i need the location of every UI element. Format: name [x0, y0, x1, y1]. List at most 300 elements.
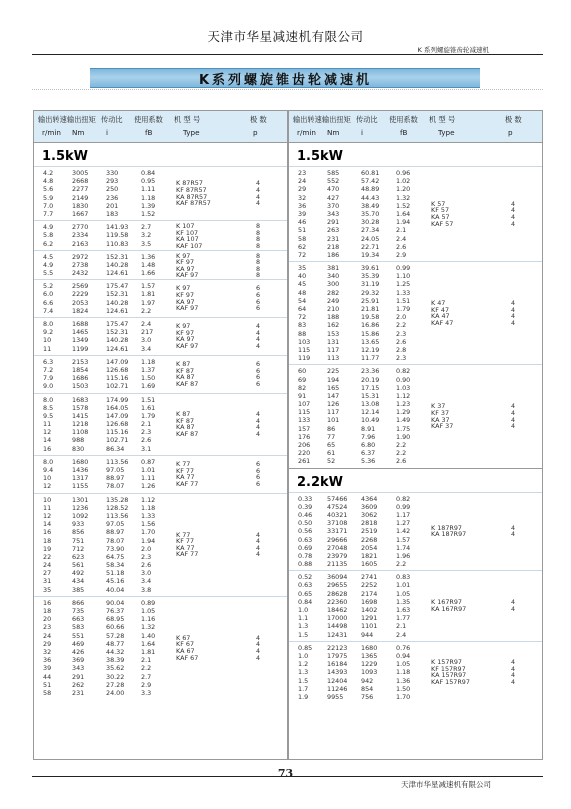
power-label: 2.2kW: [297, 474, 344, 490]
table-row: [289, 346, 542, 354]
pole-count: 4: [256, 322, 261, 331]
table-cell: 78.07: [106, 482, 125, 491]
table-cell: 1.01: [141, 466, 156, 474]
header-rule: [32, 54, 543, 55]
table-cell: 2770: [72, 223, 89, 232]
table-cell: 2.3: [396, 354, 407, 363]
table-cell: 6.6: [43, 298, 54, 307]
table-cell: 751: [72, 536, 85, 545]
table-cell: 1605: [361, 560, 378, 569]
model-type: KAF 97: [176, 341, 199, 350]
table-cell: 86: [327, 424, 336, 433]
header-cell: 机 型 号: [429, 115, 456, 124]
table-cell: 11246: [327, 684, 348, 693]
model-type: KAF 77: [176, 479, 199, 488]
table-cell: 9.0: [43, 382, 54, 391]
table-cell: 12: [43, 511, 52, 520]
table-cell: 1.63: [396, 606, 411, 614]
table-row: [34, 177, 287, 188]
table-cell: 102.71: [106, 436, 129, 445]
table-row: [34, 504, 287, 512]
table-cell: 261: [298, 457, 311, 466]
table-cell: 7.9: [43, 374, 54, 383]
table-row: [289, 338, 542, 346]
table-row: [34, 416, 287, 429]
table-cell: 126.68: [106, 365, 129, 374]
table-cell: 0.50: [298, 519, 313, 528]
table-cell: 194: [327, 375, 340, 384]
table-cell: 36: [298, 201, 307, 210]
table-cell: 12431: [327, 630, 348, 639]
table-cell: 4.9: [43, 260, 54, 269]
table-cell: 36094: [327, 573, 348, 582]
table-row: [289, 210, 542, 218]
table-cell: 291: [72, 672, 85, 681]
table-row: [289, 416, 542, 424]
model-list: [176, 180, 211, 206]
table-row: [289, 433, 542, 441]
table-group: [34, 220, 287, 250]
model-list: [176, 635, 198, 661]
model-type: KF 97: [176, 291, 195, 300]
header-cell: 极 数: [505, 115, 522, 124]
pole-count: 4: [256, 416, 261, 425]
table-row: [34, 479, 287, 491]
table-row: [289, 400, 542, 411]
model-type: KF 77: [176, 537, 195, 546]
table-cell: 17.15: [361, 383, 380, 392]
table-group: [34, 166, 287, 220]
model-type: K 97: [176, 284, 191, 293]
table-cell: 101: [327, 416, 340, 425]
header-cell: Nm: [72, 128, 85, 137]
pole-count: 8: [256, 251, 261, 260]
table-cell: 218: [327, 242, 340, 251]
table-cell: 3.4: [141, 344, 152, 353]
table-cell: 231: [72, 688, 85, 697]
table-cell: 1.96: [396, 551, 411, 560]
header-cell: fB: [145, 128, 153, 137]
table-cell: 60: [298, 367, 307, 376]
table-cell: 0.82: [396, 367, 411, 376]
power-label: 1.5kW: [42, 149, 89, 164]
header-cell: 传动比: [356, 115, 378, 124]
table-cell: 942: [361, 676, 374, 685]
table-row: [34, 545, 287, 553]
table-cell: 1.10: [396, 272, 411, 281]
pole-list: [256, 223, 260, 249]
model-list: [431, 659, 470, 685]
header-cell: r/min: [297, 128, 316, 137]
footer-rule: [32, 776, 543, 777]
table-cell: 45.16: [106, 577, 125, 586]
table-cell: 2.4: [396, 630, 407, 639]
table-cell: 21135: [327, 560, 348, 569]
table-cell: 856: [72, 528, 85, 537]
table-cell: 3005: [72, 169, 89, 177]
table-group: [34, 250, 287, 280]
pole-count: 4: [256, 335, 261, 344]
model-type: K 157R97: [431, 658, 462, 667]
model-type: K 77: [176, 530, 191, 539]
model-type: K 107: [176, 222, 195, 231]
table-cell: 40.04: [106, 585, 125, 594]
table-cell: 18: [43, 607, 52, 615]
table-cell: 126.68: [106, 420, 129, 429]
table-cell: 19: [43, 544, 52, 553]
table-cell: 1291: [361, 614, 378, 623]
model-list: [431, 403, 453, 429]
table-cell: 2.1: [141, 656, 152, 665]
table-row: [34, 466, 287, 474]
table-cell: 10: [43, 495, 52, 504]
table-cell: 91: [298, 391, 307, 400]
table-row: [289, 305, 542, 313]
table-row: [34, 577, 287, 585]
pole-count: 4: [256, 429, 261, 438]
pole-count: 4: [511, 219, 516, 228]
pole-list: [256, 635, 260, 661]
header-cell: fB: [400, 128, 408, 137]
pole-count: 4: [511, 422, 516, 431]
table-cell: 126: [327, 400, 340, 409]
table-cell: 29: [298, 185, 307, 194]
table-cell: 16: [43, 598, 52, 607]
pole-count: 4: [256, 647, 261, 655]
table-cell: 76.37: [106, 607, 125, 615]
model-type: KA 77: [176, 543, 195, 552]
table-cell: 1578: [72, 403, 89, 412]
pole-list: [256, 285, 260, 311]
table-row: [289, 194, 542, 202]
table-cell: 1.74: [396, 543, 411, 552]
table-cell: 1.75: [396, 424, 411, 433]
table-cell: 115: [298, 345, 311, 354]
table-cell: 1680: [72, 457, 89, 466]
table-cell: 1.66: [141, 269, 156, 278]
table-cell: 2053: [72, 298, 89, 307]
table-cell: 1.57: [396, 535, 411, 544]
table-row: [289, 422, 542, 433]
pole-count: 4: [256, 423, 261, 432]
table-cell: 262: [72, 680, 85, 689]
table-cell: 24: [43, 631, 52, 640]
table-cell: 369: [72, 656, 85, 665]
table-cell: 830: [72, 444, 85, 453]
table-cell: 119.58: [106, 231, 129, 240]
table-row: [34, 623, 287, 631]
table-row: [34, 528, 287, 536]
table-cell: 0.84: [298, 597, 313, 606]
table-row: [34, 396, 287, 404]
table-cell: 8.0: [43, 320, 54, 328]
table-row: [34, 258, 287, 269]
table-cell: 1.57: [141, 282, 156, 291]
dotted-divider: [32, 89, 543, 90]
table-cell: 64: [298, 305, 307, 313]
table-row: [34, 282, 287, 293]
table-cell: 249: [327, 296, 340, 305]
table-cell: 282: [327, 288, 340, 297]
table-cell: 141.93: [106, 223, 129, 232]
table-cell: 3.0: [141, 569, 152, 578]
pole-count: 4: [511, 213, 516, 222]
table-cell: 944: [361, 630, 374, 639]
table-cell: 343: [327, 209, 340, 218]
table-cell: 1093: [361, 668, 378, 677]
table-cell: 135.28: [106, 495, 129, 504]
table-cell: 52: [327, 457, 336, 466]
table-cell: 1.42: [396, 527, 411, 536]
table-row: [34, 436, 287, 444]
table-row: [34, 223, 287, 231]
table-cell: 1.49: [396, 416, 411, 425]
table-cell: 1101: [361, 622, 378, 631]
table-cell: 2.3: [396, 329, 407, 338]
table-cell: 2.7: [141, 672, 152, 681]
table-cell: 2.6: [396, 242, 407, 251]
table-cell: 78.07: [106, 536, 125, 545]
table-cell: 1.36: [396, 676, 411, 685]
model-type: KF 87: [176, 366, 195, 375]
model-type: KA 77: [176, 473, 195, 482]
table-cell: 28628: [327, 589, 348, 598]
table-cell: 38.49: [361, 201, 380, 210]
table-cell: 16: [43, 528, 52, 537]
table-cell: 157: [298, 424, 311, 433]
table-header: [34, 111, 287, 143]
table-cell: 57.28: [106, 631, 125, 640]
table-cell: 0.78: [298, 551, 313, 560]
table-cell: 0.95: [141, 177, 156, 186]
power-section: [34, 143, 287, 699]
table-cell: 152.31: [106, 290, 129, 299]
table-cell: 0.83: [396, 573, 411, 582]
table-cell: 46: [298, 218, 307, 227]
table-cell: 57.42: [361, 177, 380, 186]
table-cell: 0.82: [396, 494, 411, 503]
table-cell: 16184: [327, 660, 348, 669]
model-list: [176, 323, 198, 349]
model-type: K 47: [431, 299, 446, 308]
table-row: [34, 520, 287, 528]
table-group: [34, 317, 287, 355]
model-list: [176, 285, 198, 311]
table-cell: 2229: [72, 290, 89, 299]
table-cell: 0.94: [396, 651, 411, 660]
model-type: KA 187R97: [431, 530, 467, 539]
table-row: [289, 544, 542, 552]
table-cell: 7.96: [361, 432, 376, 441]
table-cell: 0.99: [396, 264, 411, 273]
table-cell: 854: [361, 684, 374, 693]
table-cell: 1.0: [298, 651, 309, 660]
table-cell: 117: [327, 345, 340, 354]
table-cell: 0.56: [298, 527, 313, 536]
table-group: [34, 393, 287, 455]
table-cell: 72: [298, 250, 307, 259]
table-cell: 1.2: [298, 660, 309, 669]
pole-count: 4: [256, 179, 261, 188]
table-cell: 11: [43, 420, 52, 429]
table-cell: 11: [43, 503, 52, 512]
pole-count: 4: [511, 318, 516, 327]
table-cell: 8.91: [361, 424, 376, 433]
pole-count: 4: [511, 206, 516, 215]
table-cell: 1.52: [141, 209, 156, 218]
table-row: [34, 240, 287, 248]
table-cell: 9.5: [43, 411, 54, 420]
table-cell: 0.39: [298, 502, 313, 511]
table-cell: 14498: [327, 622, 348, 631]
model-type: KAF 97: [176, 271, 199, 280]
table-cell: 110.83: [106, 239, 129, 248]
table-cell: 140.28: [106, 336, 129, 345]
table-cell: 12: [43, 482, 52, 491]
table-cell: 88: [298, 329, 307, 338]
table-cell: 2519: [361, 527, 378, 536]
table-cell: 1402: [361, 606, 378, 614]
table-cell: 0.96: [396, 169, 411, 177]
table-row: [34, 299, 287, 307]
table-cell: 117: [327, 408, 340, 417]
table-cell: 51: [298, 226, 307, 235]
table-cell: 54: [298, 296, 307, 305]
table-cell: 103: [298, 337, 311, 346]
model-type: K 37: [431, 402, 446, 411]
table-cell: 1688: [72, 320, 89, 328]
table-cell: 370: [327, 201, 340, 210]
header-cell: 输出转速: [293, 115, 322, 124]
table-cell: 2.7: [141, 223, 152, 232]
pole-count: 8: [256, 258, 261, 267]
table-cell: 3.8: [141, 585, 152, 594]
table-cell: 60.66: [106, 623, 125, 632]
table-row: [34, 615, 287, 623]
table-cell: 1.35: [396, 597, 411, 606]
pole-list: [511, 300, 515, 326]
table-cell: 18: [43, 536, 52, 545]
pole-count: 4: [256, 640, 261, 649]
table-cell: 2.6: [141, 436, 152, 445]
table-cell: 115.16: [106, 374, 129, 383]
table-cell: 3.3: [141, 688, 152, 697]
table-row: [289, 408, 542, 416]
table-cell: 1.64: [141, 639, 156, 648]
table-cell: 25.91: [361, 296, 380, 305]
table-cell: 988: [72, 436, 85, 445]
table-cell: 1465: [72, 328, 89, 337]
table-cell: 1821: [361, 551, 378, 560]
table-cell: 17000: [327, 614, 348, 623]
table-row: [34, 607, 287, 615]
pole-count: 8: [256, 241, 261, 250]
table-cell: 24.05: [361, 234, 380, 243]
table-group: [289, 492, 542, 571]
table-cell: 1.05: [396, 589, 411, 598]
table-cell: 5.9: [43, 193, 54, 202]
table-group: [289, 570, 542, 641]
table-cell: 1.81: [141, 290, 156, 299]
table-cell: 1.12: [396, 391, 411, 400]
model-type: KAF 87R57: [176, 199, 211, 208]
table-cell: 0.46: [298, 510, 313, 519]
table-cell: 5.8: [43, 231, 54, 240]
table-row: [289, 677, 542, 685]
table-cell: 2.2: [141, 664, 152, 673]
model-type: KA 157R97: [431, 671, 467, 680]
table-cell: 44.43: [361, 193, 380, 202]
table-cell: 6.0: [43, 290, 54, 299]
table-row: [34, 689, 287, 697]
pole-list: [511, 403, 515, 429]
table-cell: 735: [72, 607, 85, 615]
table-cell: 1.51: [396, 296, 411, 305]
pole-count: 4: [511, 402, 516, 411]
table-row: [34, 681, 287, 689]
table-cell: 3062: [361, 510, 378, 519]
table-cell: 35.62: [106, 664, 125, 673]
model-list: [176, 253, 198, 279]
table-cell: 293: [106, 177, 119, 186]
table-cell: 21.81: [361, 305, 380, 313]
table-row: [289, 367, 542, 375]
table-cell: 933: [72, 520, 85, 529]
table-group: [289, 166, 542, 261]
table-cell: 35.70: [361, 209, 380, 218]
table-row: [289, 685, 542, 693]
table-row: [289, 354, 542, 362]
table-cell: 2.6: [396, 337, 407, 346]
table-cell: 2.2: [396, 441, 407, 449]
table-cell: 1.94: [141, 536, 156, 545]
table-cell: 1229: [361, 660, 378, 669]
table-cell: 585: [327, 169, 340, 177]
table-row: [34, 496, 287, 504]
table-cell: 124.61: [106, 306, 129, 315]
table-cell: 1.69: [141, 382, 156, 391]
table-cell: 1.50: [141, 374, 156, 383]
table-cell: 1.27: [396, 519, 411, 528]
table-cell: 5.2: [43, 282, 54, 291]
table-row: [289, 296, 542, 308]
pole-count: 4: [511, 678, 516, 687]
table-cell: 2277: [72, 185, 89, 194]
table-row: [34, 412, 287, 420]
header-cell: 使用系数: [134, 115, 163, 124]
pole-count: 4: [256, 537, 261, 546]
table-cell: 1218: [72, 420, 89, 429]
pole-count: 4: [511, 671, 516, 680]
table-cell: 37108: [327, 519, 348, 528]
table-cell: 88.97: [106, 528, 125, 537]
table-cell: 1236: [72, 503, 89, 512]
table-row: [289, 376, 542, 384]
pole-list: [511, 599, 515, 612]
table-cell: 10: [43, 336, 52, 345]
table-group: [34, 596, 287, 699]
model-type: KA 87R57: [176, 192, 208, 201]
table-cell: 0.90: [396, 375, 411, 384]
table-cell: 35: [298, 264, 307, 273]
model-type: KA 37: [431, 415, 450, 424]
table-cell: 1.18: [141, 503, 156, 512]
table-cell: 1.81: [141, 647, 156, 656]
table-cell: 27.34: [361, 226, 380, 235]
table-cell: 2.1: [396, 622, 407, 631]
table-row: [34, 304, 287, 315]
model-type: K 167R97: [431, 598, 462, 607]
